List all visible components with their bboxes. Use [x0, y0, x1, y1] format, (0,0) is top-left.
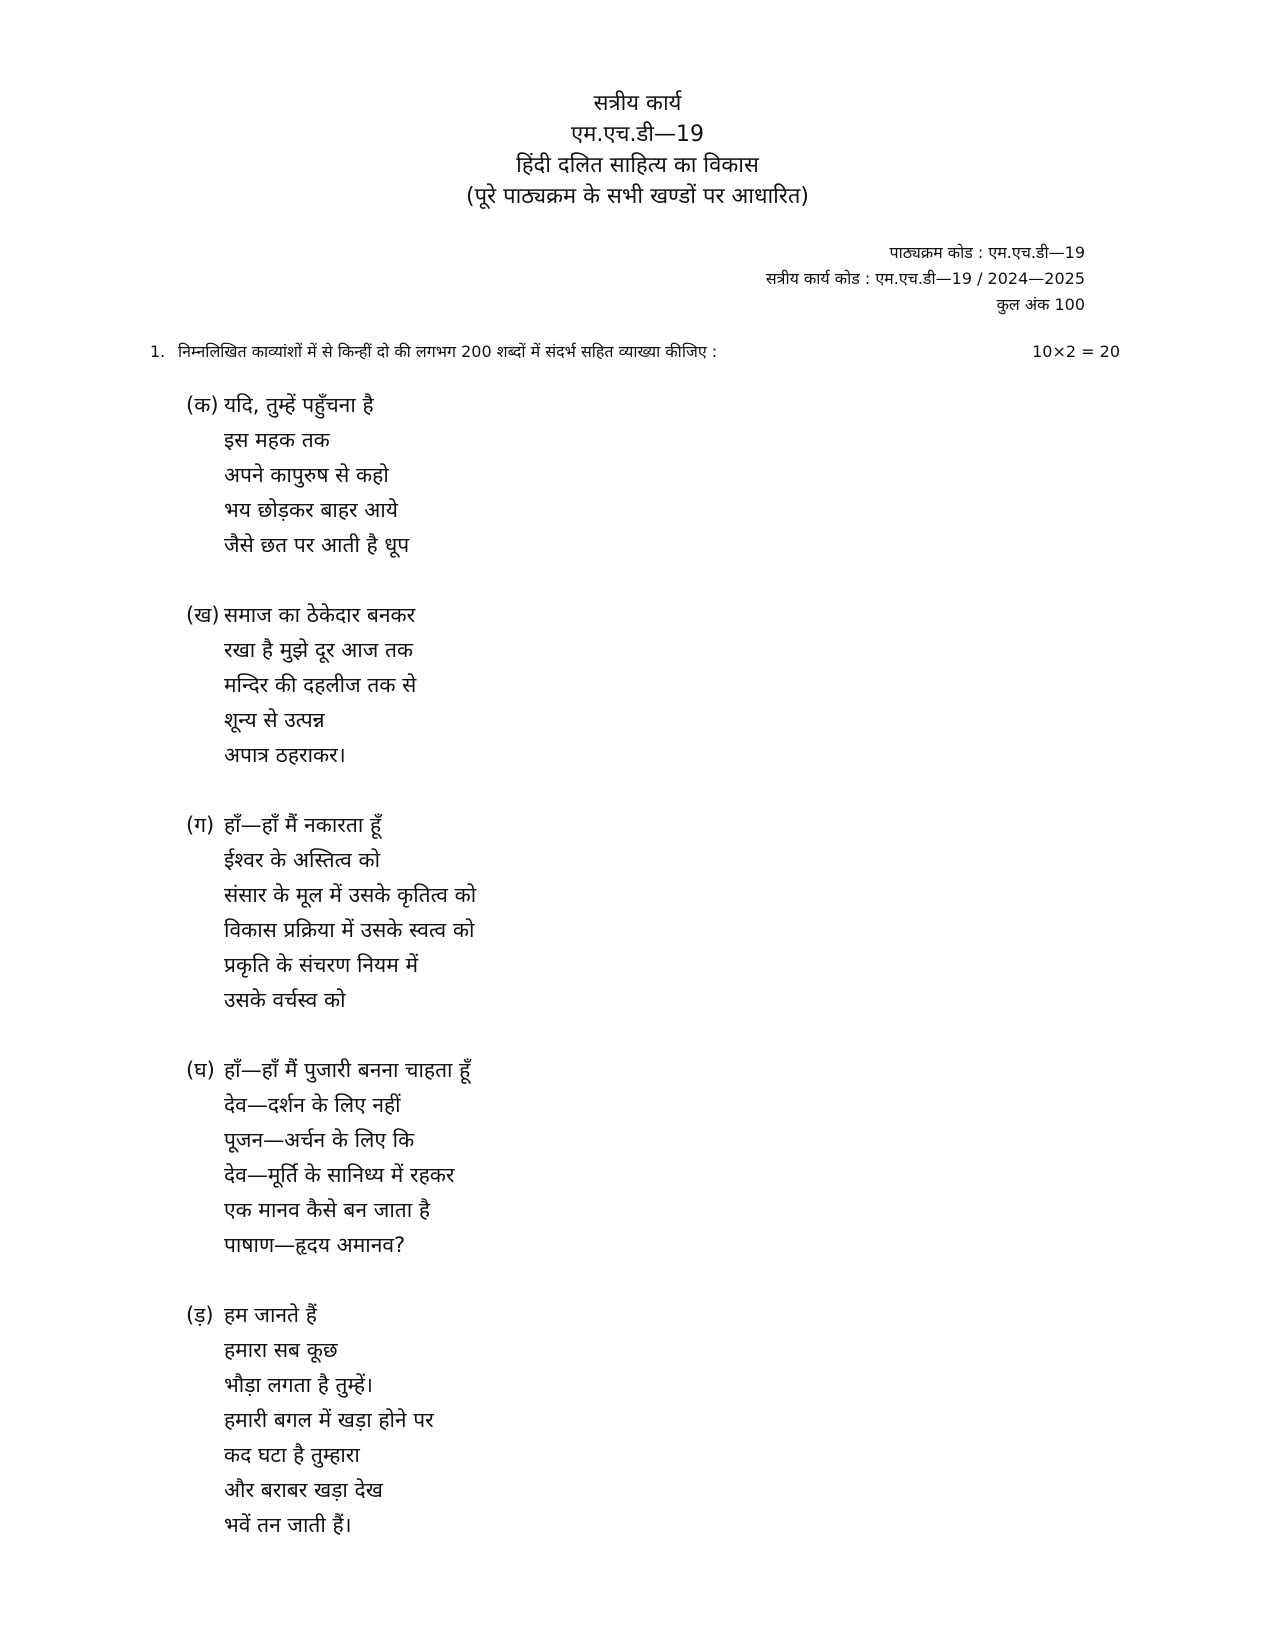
header-course-name: हिंदी दलित साहित्य का विकास	[516, 153, 759, 178]
stanza-line: उसके वर्चस्व को	[224, 988, 346, 1012]
stanza-line: हमारा सब कूछ	[224, 1338, 338, 1362]
stanza-line: यदि, तुम्हें पहुँचना है	[224, 393, 374, 417]
stanza-line: कद घटा है तुम्हारा	[224, 1443, 360, 1467]
stanza-line: पाषाण—हृदय अमानव?	[224, 1233, 406, 1257]
stanza-label: (ड़)	[186, 1303, 214, 1327]
stanza-label: (ख)	[186, 603, 220, 627]
stanza-ga	[186, 808, 476, 1018]
question-number: 1.	[150, 342, 166, 361]
stanza-line: जैसे छत पर आती है धूप	[224, 533, 410, 557]
stanza-line: भय छोड़कर बाहर आये	[224, 498, 398, 522]
stanza-line: विकास प्रक्रिया में उसके स्वत्व को	[224, 918, 475, 942]
stanza-ka	[186, 388, 476, 563]
question-text: निम्नलिखित काव्यांशों में से किन्हीं दो की लगभग 200 शब्दों में संदर्भ सहित व्याख्या कीजिए :	[178, 342, 718, 361]
header-subtitle: (पूरे पाठ्यक्रम के सभी खण्डों पर आधारित)	[466, 184, 809, 209]
stanza-line: अपात्र ठहराकर।	[224, 743, 346, 767]
stanza-line: और बराबर खड़ा देख	[224, 1478, 383, 1502]
stanza-line: रखा है मुझे दूर आज तक	[224, 638, 414, 662]
stanza-label: (क)	[186, 393, 219, 417]
header-course-id: एम.एच.डी—19	[571, 122, 704, 147]
stanza-line: पूजन—अर्चन के लिए कि	[224, 1128, 415, 1152]
stanza-line: हाँ—हाँ मैं नकारता हूँ	[224, 813, 382, 837]
stanza-line: देव—मूर्ति के सानिध्य में रहकर	[224, 1163, 455, 1187]
stanza-line: हम जानते हैं	[224, 1303, 317, 1327]
stanza-label: (ग)	[186, 813, 215, 837]
stanza-line: समाज का ठेकेदार बनकर	[224, 603, 416, 627]
stanza-line: देव—दर्शन के लिए नहीं	[224, 1093, 401, 1117]
stanza-line: ईश्वर के अस्तित्व को	[224, 848, 381, 872]
stanza-line: इस महक तक	[224, 428, 330, 452]
stanza-line: हाँ—हाँ मैं पुजारी बनना चाहता हूँ	[224, 1058, 471, 1082]
stanza-line: भौड़ा लगता है तुम्हें।	[224, 1373, 373, 1397]
stanza-line: मन्दिर की दहलीज तक से	[224, 673, 417, 697]
stanza-da	[186, 1298, 476, 1543]
stanza-line: प्रकृति के संचरण नियम में	[224, 953, 419, 977]
stanza-kha	[186, 598, 476, 773]
stanza-list	[186, 388, 476, 1578]
stanza-line: भवें तन जाती हैं।	[224, 1513, 352, 1537]
stanza-line: संसार के मूल में उसके कृतित्व को	[224, 883, 477, 907]
stanza-line: एक मानव कैसे बन जाता है	[224, 1198, 430, 1222]
stanza-gha	[186, 1053, 476, 1263]
stanza-line: हमारी बगल में खड़ा होने पर	[224, 1408, 434, 1432]
stanza-line: अपने कापुरुष से कहो	[224, 463, 389, 487]
total-marks: कुल अंक 100	[996, 295, 1085, 314]
course-code: पाठ्यक्रम कोड : एम.एच.डी—19	[889, 243, 1085, 262]
stanza-line: शून्य से उत्पन्न	[224, 708, 325, 732]
document-header	[0, 88, 1275, 212]
course-codes	[766, 240, 1085, 318]
stanza-label: (घ)	[186, 1058, 215, 1082]
assignment-code: सत्रीय कार्य कोड : एम.एच.डी—19 / 2024—2025	[765, 269, 1085, 288]
header-title: सत्रीय कार्य	[593, 91, 682, 116]
question-marks: 10×2 = 20	[1032, 342, 1120, 361]
